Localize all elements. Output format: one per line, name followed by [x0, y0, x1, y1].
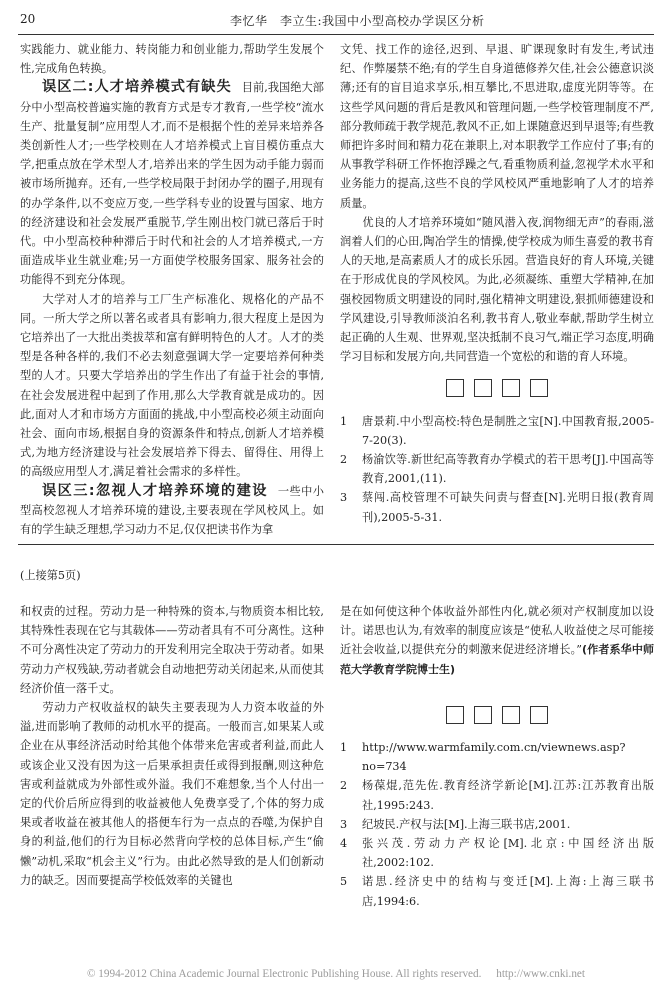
page-number: 20: [20, 12, 36, 26]
top-right-column: [340, 40, 654, 527]
reference-number: 3: [340, 817, 348, 831]
reference-item: [340, 412, 654, 450]
reference-text: 张兴茂.劳动力产权论[M].北京:中国经济出版社,2002:102.: [362, 837, 654, 870]
section-heading: 误区三:忽视人才培养环境的建设: [42, 482, 268, 499]
reference-item: [340, 872, 654, 910]
bottom-left-column: [20, 602, 324, 890]
reference-item: [340, 815, 654, 834]
paragraph: 大学对人才的培养与工厂生产标准化、规格化的产品不同。一所大学之所以著名或者具有影响力,很大程度上是因为它培养出了一大批出类拔萃和富有鲜明特色的人才。人才的类型是各种各样的,我们不必去刻意强调大学一定要培养何种类型的人才。只要大学培养出的学生作出了有益于社会的事情,在社会发展进程中起到了作用,那么大学教育就是成功的。因此,面对人才和市场方方面面的挑战,中小型高校必须主动面向社会、面向市场,根据自身的资源条件和特点,创新人才培养模式,为地方经济建设与社会发展培养下得去、留得住、用得上的高级应用型人才,满足着社会需求的多样性。: [20, 292, 324, 479]
reference-number: 5: [340, 875, 348, 889]
reference-heading-char: [474, 379, 492, 397]
reference-number: 2: [340, 453, 348, 467]
paragraph: 优良的人才培养环境如“随风潜入夜,润物细无声”的春雨,滋润着人们的心田,陶冶学生的情操,使学校成为师生喜爱的教书育人的天地,是高素质人才的成长乐园。营造良好的育人环境,关键在于形成优良的学风校风。为此,必须凝练、重塑大学精神,在加强校园物质文明建设的同时,强化精神文明建设,狠抓师德建设和学风建设,引导教师淡泊名利,教书育人,敬业奉献,帮助学生树立起正确的人生观、世界观,坚决抵制不良习气,端正学习态度,明确学习目标和发展方向,共同营造一个宽松的和谐的育人环境。: [340, 215, 654, 364]
reference-item: [340, 450, 654, 488]
reference-number: 3: [340, 491, 348, 505]
section-heading: 误区二:人才培养模式有缺失: [42, 79, 232, 96]
author-note: (作者系华中师范大学教育学院博士生): [340, 643, 654, 676]
reference-heading-char: [474, 706, 492, 724]
reference-heading-char: [502, 379, 520, 397]
paragraph: 劳动力产权收益权的缺失主要表现为人力资本收益的外溢,进而影响了教师的动机水平的提高。一般而言,如果某人或企业在从事经济活动时给其他个体带来危害或者利益,而此人或该企业又没有因为这一后果承担责任或得到报酬,则这种危害或利益就成为外部性或外溢。我们不难想象,当个人付出一定的代价后所应得到的收益被他人免费享受了,个体的努力成果或者收益在被其他人的搭便车行为一点点的吞噬,为保护自身的利益,他们的行为目标必然背向学校的总体目标,产生“偷懒”动机,采取“机会主义”行为。由此必然导致的是人们创新动力的缺乏。因而要提高学校低效率的关键也: [20, 701, 324, 887]
reference-text: 蔡闯.高校管理不可缺失问责与督查[N].光明日报(教育周刊),2005-5-31.: [362, 491, 654, 524]
cnki-url[interactable]: http://www.cnki.net: [496, 968, 585, 980]
reference-heading-char: [446, 706, 464, 724]
copyright-notice: © 1994-2012 China Academic Journal Electronic Publishing House. All rights reserved.: [87, 968, 482, 980]
reference-heading-char: [502, 706, 520, 724]
references-heading: [340, 378, 654, 397]
reference-list: [340, 738, 654, 911]
paragraph: 实践能力、就业能力、转岗能力和创业能力,帮助学生发展个性,完成角色转换。: [20, 43, 324, 76]
reference-list: [340, 412, 654, 527]
reference-number: 2: [340, 779, 348, 793]
section-paragraph: [20, 78, 324, 289]
header-rule: [18, 34, 654, 35]
reference-item: [340, 488, 654, 526]
top-left-column: [20, 40, 324, 539]
reference-item: [340, 776, 654, 814]
reference-number: 1: [340, 741, 348, 755]
paragraph: 文凭、找工作的途径,迟到、早退、旷课现象时有发生,考试违纪、作弊屡禁不绝;有的学生自身道德修养欠佳,社会公德意识淡薄;还有的盲目追求享乐,相互攀比,不思进取,虚度光阴等等。在这些学风问题的背后是教风和管理问题,一些学校管理制度不严,部分教师疏于教学规范,教风不正,如上课随意迟到早退等;有些教师把许多时间和精力花在兼职上,对本职教学工作应付了事;有的从事教学科研工作怀抱浮躁之气,看重物质利益,忽视学术水平和业务能力的提高,这些不良的学风校风严重地影响了人才的培养质量。: [340, 43, 654, 210]
reference-number: 4: [340, 837, 348, 851]
continued-from-note: (上接第5页): [20, 569, 81, 582]
paragraph: 是在如何使这种个体收益外部性内化,就必须对产权制度加以设计。诺思也认为,有效率的制度应该是“使私人收益使之尽可能接近社会收益,以提供充分的刺激来促进经济增长。”(作者系华中师范大学教育学院博士生): [340, 605, 654, 676]
reference-text: 杨渝饮等.新世纪高等教育办学模式的若干思考[J].中国高等教育,2001,(11).: [362, 453, 654, 486]
section-text: 一些中小型高校忽视人才培养环境的建设,主要表现在学风校风上。如有的学生缺乏理想,学习动力不足,仅仅把读书作为拿: [20, 484, 324, 537]
page-footer: [0, 968, 672, 980]
running-header: [20, 12, 654, 34]
reference-text: 杨葆焜,范先佐.教育经济学新论[M].江苏:江苏教育出版社,1995:243.: [362, 779, 654, 812]
reference-text: http://www.warmfamily.com.cn/viewnews.asp? no=734: [362, 741, 626, 774]
section-divider: [18, 544, 654, 545]
reference-text: 纪坡民.产权与法[M].上海三联书店,2001.: [362, 817, 571, 831]
reference-heading-char: [530, 706, 548, 724]
running-title: 李忆华 李立生:我国中小型高校办学误区分析: [230, 14, 485, 28]
reference-item: [340, 738, 654, 776]
section-text: 目前,我国绝大部分中小型高校普遍实施的教育方式是专才教育,一些学校“流水生产、批量复制”应用型人才,而不是根据个性的差异来培养各类创新性人才;一些学校则在人才培养模式上盲目模仿重点大学,把重点放在学术型人才,培养出来的学生因为动手能力弱而被市场所抛弃。还有,一些学校局限于封闭办学的圈子,用现有的办学条件,以不变应万变,一些学科专业的设置与国家、地方的经济建设和社会发展严重脱节,学生刚出校门就已落后于时代。中小型高校种种滞后于时代和社会的人才培养模式,一方面造成毕业生就业难;另一方面使学校服务国家、服务社会的功能得不到充分体现。: [20, 81, 324, 287]
paragraph: 和权责的过程。劳动力是一种特殊的资本,与物质资本相比较,其特殊性表现在它与其载体——劳动者具有不可分离性。这种不可分离性决定了劳动力的开发利用完全取决于劳动者。如果劳动力产权残缺,劳动者就会自动地把劳动关闭起来,从而使其经济价值一落千丈。: [20, 605, 324, 695]
section-paragraph: [20, 482, 324, 540]
reference-heading-char: [446, 379, 464, 397]
reference-heading-char: [530, 379, 548, 397]
bottom-right-column: [340, 602, 654, 911]
references-heading: [340, 705, 654, 724]
reference-number: 1: [340, 414, 348, 428]
reference-item: [340, 834, 654, 872]
reference-text: 诺思.经济史中的结构与变迁[M].上海:上海三联书店,1994:6.: [362, 875, 654, 908]
reference-text: 唐景莉.中小型高校:特色是制胜之宝[N].中国教育报,2005-7-20(3).: [362, 414, 654, 447]
